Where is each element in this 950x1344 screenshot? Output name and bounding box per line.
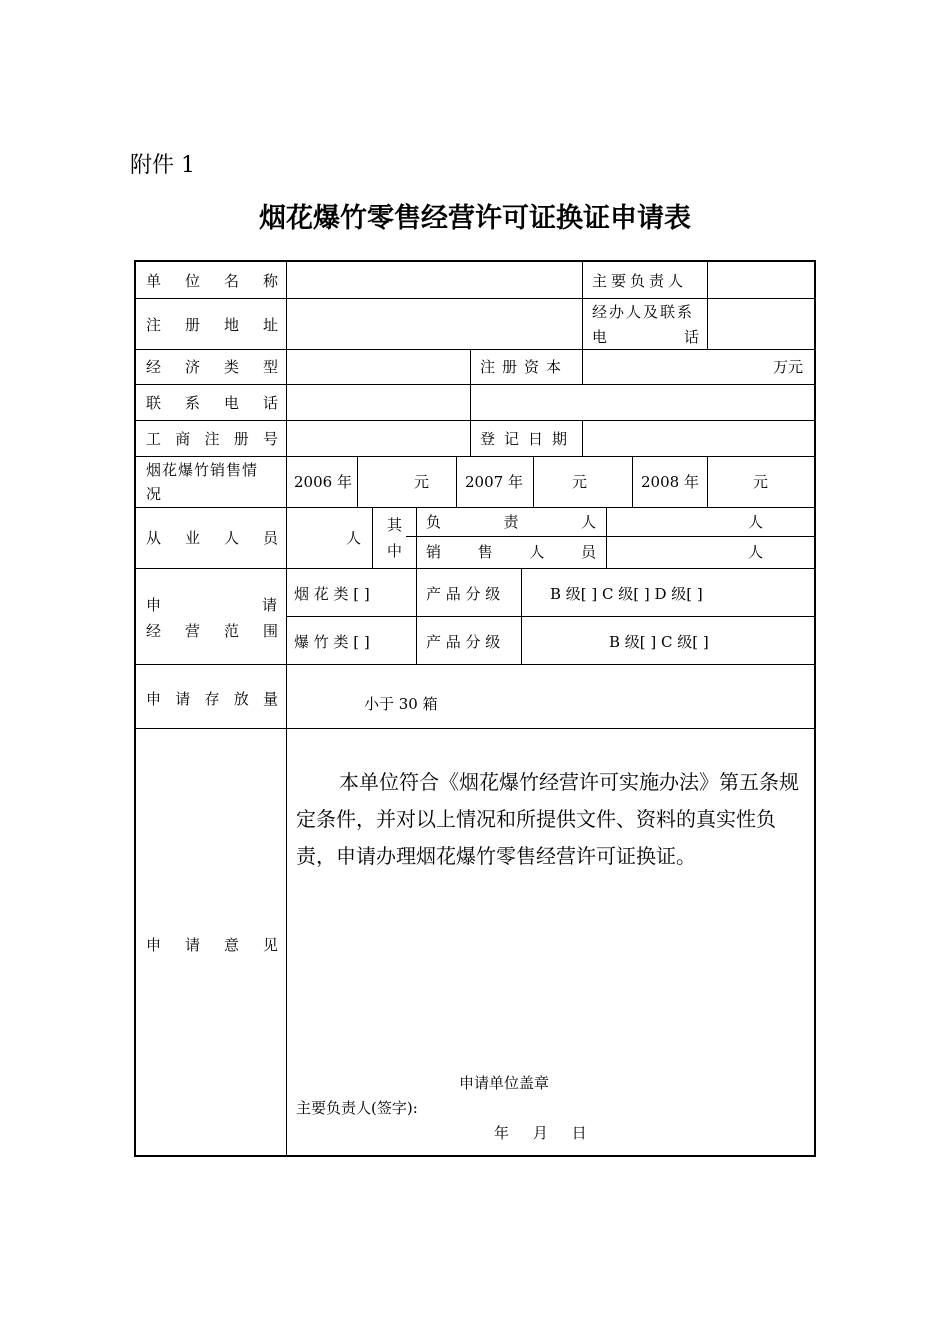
handler-label-line2a: 电 bbox=[592, 328, 608, 346]
staff-ren-unit: 人 bbox=[346, 529, 362, 547]
biz-reg-no-label: 工商注册号 bbox=[146, 430, 278, 448]
scope-label-line1a: 申 bbox=[146, 596, 162, 614]
form-title: 烟花爆竹零售经营许可证换证申请表 bbox=[259, 203, 691, 234]
application-form bbox=[134, 260, 816, 1157]
econ-type-label: 经 济 类 型 bbox=[146, 358, 278, 376]
yuan-2008: 元 bbox=[753, 473, 769, 491]
sales-label-line1: 烟花爆竹销售情 bbox=[146, 461, 259, 479]
storage-value: 小于 30 箱 bbox=[364, 695, 438, 713]
fireworks-grade-label: 产 品 分 级 bbox=[426, 585, 501, 603]
year-2006: 2006 年 bbox=[294, 473, 352, 491]
main-person-label: 主要负责人 bbox=[592, 272, 688, 290]
date-label: 年 月 日 bbox=[494, 1124, 587, 1142]
reg-date-label: 登记日期 bbox=[480, 430, 577, 448]
sales-label-line2: 况 bbox=[146, 485, 162, 503]
firecrackers-grade-label: 产 品 分 级 bbox=[426, 633, 501, 651]
scope-label-line1b: 请 bbox=[262, 596, 278, 614]
scope-label-line2: 经 营 范 围 bbox=[146, 622, 278, 640]
zhong-label: 中 bbox=[387, 542, 403, 560]
xiaoshou-label: 销 售 人 员 bbox=[426, 543, 596, 561]
xiaoshou-unit: 人 bbox=[748, 543, 764, 561]
fireworks-option: 烟 花 类 [ ] bbox=[294, 585, 370, 603]
opinion-label: 申 请 意 见 bbox=[146, 936, 278, 954]
fireworks-grades: B 级[ ] C 级[ ] D 级[ ] bbox=[550, 585, 703, 603]
seal-label: 申请单位盖章 bbox=[459, 1074, 550, 1092]
year-2007: 2007 年 bbox=[465, 473, 523, 491]
qi-label: 其 bbox=[387, 516, 403, 534]
wan-yuan-unit: 万元 bbox=[773, 358, 804, 376]
fuze-ren-label: 负 责 人 bbox=[426, 513, 596, 531]
unit-name-label: 单 位 名 称 bbox=[146, 272, 278, 290]
staff-label: 从 业 人 员 bbox=[146, 529, 278, 547]
yuan-2007: 元 bbox=[572, 473, 588, 491]
declaration-text: 本单位符合《烟花爆竹经营许可实施办法》第五条规定条件，并对以上情况和所提供文件、资料的真实性负责，申请办理烟花爆竹零售经营许可证换证。 bbox=[296, 770, 799, 868]
reg-address-label: 注 册 地 址 bbox=[146, 316, 278, 334]
fuze-ren-unit: 人 bbox=[748, 513, 764, 531]
contact-phone-label: 联 系 电 话 bbox=[146, 394, 278, 412]
handler-label-line2b: 话 bbox=[684, 328, 700, 346]
reg-capital-label: 注册资本 bbox=[480, 358, 569, 376]
firecrackers-option: 爆 竹 类 [ ] bbox=[294, 633, 370, 651]
storage-label: 申 请 存 放 量 bbox=[146, 690, 278, 708]
attachment-label: 附件 1 bbox=[130, 153, 195, 178]
handler-label-line1: 经办人及联系 bbox=[592, 303, 695, 321]
yuan-2006: 元 bbox=[414, 473, 430, 491]
firecrackers-grades: B 级[ ] C 级[ ] bbox=[609, 633, 709, 651]
year-2008: 2008 年 bbox=[641, 473, 699, 491]
signature-label: 主要负责人(签字): bbox=[296, 1099, 418, 1117]
